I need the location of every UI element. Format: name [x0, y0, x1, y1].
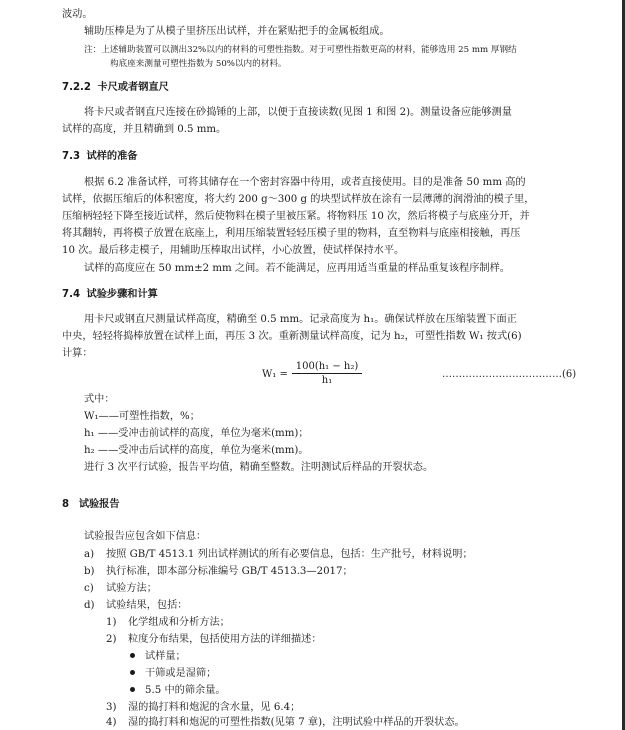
- where-label: 式中：: [84, 394, 115, 405]
- paragraph-line: 将其翻转，再将模子放置在底座上，利用压缩装置轻轻压模子里的物料，直至物料与底座相接触，再压: [62, 228, 521, 239]
- section-heading-7-3: [62, 150, 137, 164]
- formula-fraction: [292, 361, 362, 386]
- list-text: 执行标准，即本部分标准编号 GB/T 4513.3—2017；: [106, 566, 353, 577]
- formula-6: [262, 361, 372, 391]
- paragraph-line: 试验报告应包含如下信息：: [84, 531, 207, 542]
- section-title: 卡尺或者钢直尺: [97, 82, 169, 93]
- section-number: 8: [62, 499, 70, 510]
- formula-denominator: h₁: [321, 375, 333, 386]
- formula-lhs: W₁ =: [262, 369, 288, 380]
- paragraph-line: 压缩柄轻轻下降至接近试样，然后使物料在模子里被压紧。将物料压 10 次，然后将模子与底座分开，并: [62, 211, 530, 222]
- section-number: 7.2.2: [62, 82, 92, 93]
- section-number: 7.3: [62, 151, 81, 162]
- variable-definition: h₁ ——受冲击前试样的高度，单位为毫米(mm)；: [84, 428, 309, 439]
- list-label: 4): [106, 717, 117, 728]
- paragraph-line: 辅助压棒是为了从模子里挤压出试样，并在紧贴把手的金属板组成。: [84, 26, 390, 37]
- bullet-text: 5.5 中的筛余量。: [145, 685, 226, 696]
- list-label: d): [84, 600, 95, 611]
- list-label: 3): [106, 702, 117, 713]
- list-label: b): [84, 566, 95, 577]
- note-line: 注：上述辅助装置可以测出32%以内的材料的可塑性指数。对于可塑性指数更高的材料，能够选用 25 mm 厚钢结: [84, 45, 517, 55]
- list-text: 湿的捣打料和炮泥的含水量，见 6.4；: [128, 702, 301, 713]
- sub-list-item-1: [106, 616, 230, 630]
- list-text: 粒度分布结果，包括使用方法的详细描述：: [128, 634, 322, 645]
- section-heading-8: [62, 498, 120, 512]
- section-heading-7-4: [62, 288, 158, 302]
- bullet-icon: [130, 653, 135, 658]
- variable-definition: W₁——可塑性指数，%；: [84, 411, 200, 422]
- bullet-icon: [130, 670, 135, 675]
- list-item-d: [84, 599, 188, 613]
- bullet-text: 试样量；: [145, 651, 186, 662]
- sub-list-item-2: [106, 633, 322, 647]
- list-text: 化学组成和分析方法；: [128, 617, 230, 628]
- paragraph-line: 试样的高度应在 50 mm±2 mm 之间。若不能满足，应再用适当重量的样品重复该程序制样。: [84, 263, 510, 274]
- paragraph-line: 10 次。最后移走模子，用辅助压棒取出试样，小心放置，使试样保持水平。: [62, 245, 405, 256]
- list-label: c): [84, 583, 94, 594]
- note-line: 构底座来测量可塑性指数为 50%以内的材料。: [110, 59, 287, 69]
- formula-numerator: 100(h₁ − h₂): [295, 361, 359, 372]
- paragraph-line: 试样的高度，并且精确到 0.5 mm。: [62, 124, 227, 135]
- list-label: a): [84, 549, 95, 560]
- paragraph-line: 用卡尺或钢直尺测量试样高度，精确至 0.5 mm。记录高度为 h₁。确保试样放在压缩装置下面正: [84, 314, 517, 325]
- list-text: 试验方法；: [106, 583, 157, 594]
- sub-list-item-3: [106, 701, 300, 715]
- paragraph-line: 计算：: [62, 348, 93, 359]
- list-text: 试验结果，包括：: [106, 600, 188, 611]
- list-item-b: [84, 565, 353, 579]
- section-title: 试验报告: [78, 499, 120, 510]
- paragraph-line: 进行 3 次平行试验，报告平均值，精确至整数。注明测试后样品的开裂状态。: [84, 462, 434, 473]
- paragraph-line: 将卡尺或者钢直尺连接在砂捣锤的上部，以便于直接读数(见图 1 和图 2)。测量设备应能够测量: [84, 107, 512, 118]
- list-label: 2): [106, 634, 117, 645]
- paragraph-line: 中央，轻轻将捣棒放置在试样上面，再压 3 次。重新测量试样高度，记为 h₂，可塑性指数 W₁ 按式(6): [62, 331, 522, 342]
- bullet-item: [130, 667, 216, 681]
- paragraph-line: 试样，依据压缩后的体积密度，将大约 200 g～300 g 的块型试样放在涂有一层薄薄的润滑油的模子里，: [62, 194, 535, 205]
- equation-number: ………………………………(6): [442, 369, 577, 380]
- section-title: 试验步骤和计算: [86, 289, 158, 300]
- list-text: 湿的捣打料和炮泥的可塑性指数(见第 7 章)，注明试验中样品的开裂状态。: [128, 717, 465, 728]
- paragraph-line: 波动。: [62, 9, 93, 20]
- sub-list-item-4: [106, 716, 465, 730]
- list-item-c: [84, 582, 157, 596]
- bullet-item: [130, 650, 186, 664]
- list-label: 1): [106, 617, 117, 628]
- variable-definition: h₂ ——受冲击后试样的高度，单位为毫米(mm)。: [84, 445, 309, 456]
- paragraph-line: 根据 6.2 准备试样，可将其储存在一个密封容器中待用，或者直接使用。目的是准备 50 mm 高的: [84, 177, 526, 188]
- fraction-bar: [292, 373, 362, 374]
- section-heading-7-2-2: [62, 81, 169, 95]
- bullet-icon: [130, 687, 135, 692]
- section-number: 7.4: [62, 289, 81, 300]
- section-title: 试样的准备: [86, 151, 138, 162]
- bullet-text: 干筛或是湿筛；: [145, 668, 217, 679]
- list-item-a: [84, 548, 473, 562]
- bullet-item: [130, 684, 226, 698]
- list-text: 按照 GB/T 4513.1 列出试样测试的所有必要信息，包括：生产批号，材料说明；: [106, 549, 473, 560]
